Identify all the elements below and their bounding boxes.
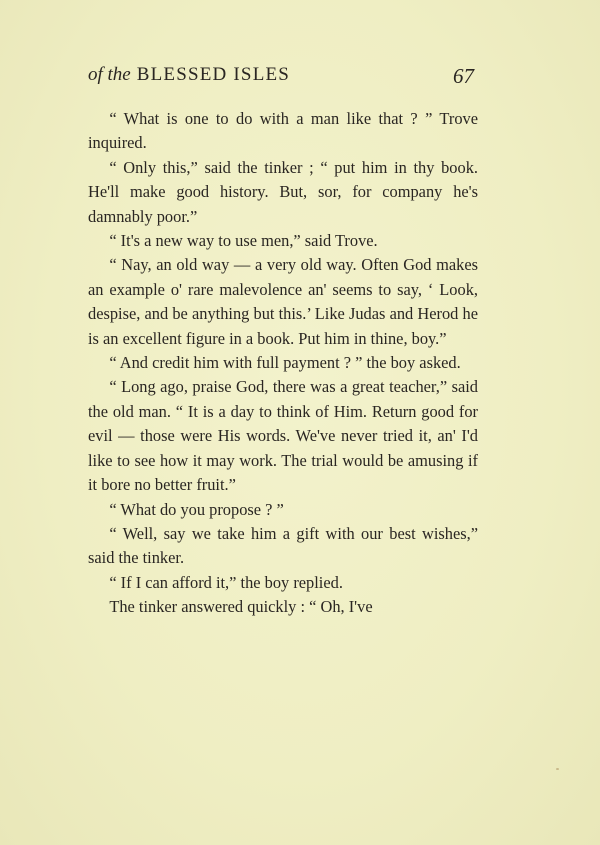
paragraph-4: “ Nay, an old way — a very old way. Often God makes an example o' rare malevolence an' seems to say, ‘ Look, despise, and be anything but this.’ Like Judas and Herod he is an excellent figure in a book. Put him in thine, boy.” [88, 255, 478, 348]
paper-speck [556, 768, 559, 770]
running-title-main: BLESSED ISLES [136, 64, 291, 85]
paragraph-5: “ And credit him with full payment ? ” the boy asked. [109, 353, 461, 373]
paragraph-6: “ Long ago, praise God, there was a great teacher,” said the old man. “ It is a day to think of Him. Return good for evil — those were His words. We've never tried it, an' I'd like to see how it may work. The trial would be amusing if it bore no better fruit.” [88, 377, 478, 495]
paragraph-3: “ It's a new way to use men,” said Trove. [109, 231, 378, 251]
paragraph-9: “ If I can afford it,” the boy replied. [109, 572, 343, 592]
paragraph-10: The tinker answered quickly : “ Oh, I've [109, 597, 373, 617]
paragraph-7: “ What do you propose ? ” [109, 499, 284, 519]
running-title-prefix: of the [88, 64, 131, 85]
paragraph-2: “ Only this,” said the tinker ; “ put him in thy book. He'll make good history. But, sor, for company he's damnably poor.” [88, 157, 478, 226]
page-number: 67 [453, 64, 474, 88]
paragraph-8: “ Well, say we take him a gift with our best wishes,” said the tinker. [88, 523, 478, 568]
running-head [88, 64, 478, 94]
running-title [88, 64, 290, 86]
paragraph-1: “ What is one to do with a man like that ? ” Trove inquired. [88, 109, 478, 153]
body-text [88, 107, 478, 620]
